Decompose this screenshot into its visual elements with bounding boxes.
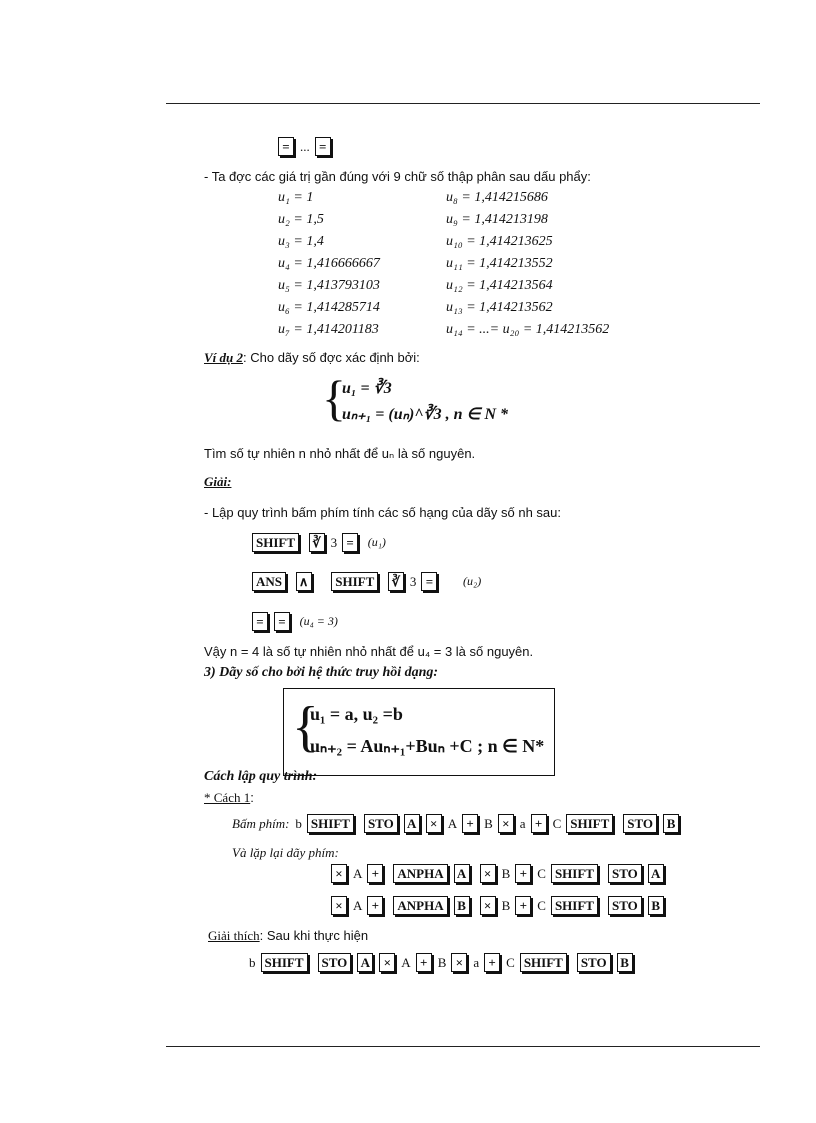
method-title: Cách lập quy trình: bbox=[204, 769, 318, 784]
value-right-2: u₉ = 1,414213198 bbox=[446, 212, 548, 227]
b-key: B bbox=[648, 896, 664, 915]
u2-label: (u₂) bbox=[463, 574, 482, 588]
value-right-6: u₁₃ = 1,414213562 bbox=[446, 300, 553, 315]
value-right-5: u₁₂ = 1,414213564 bbox=[446, 278, 553, 293]
letter-C: C bbox=[506, 954, 515, 970]
recurrence-box bbox=[283, 688, 555, 776]
system1-line1: u₁ = ∛3 bbox=[342, 380, 392, 397]
letter-A: A bbox=[401, 954, 411, 970]
times-key: × bbox=[379, 953, 395, 972]
letter-b: b bbox=[249, 954, 256, 970]
times-key: × bbox=[426, 814, 442, 833]
letter-b: b bbox=[295, 815, 302, 831]
letter-A: A bbox=[353, 897, 363, 913]
sto-key: STO bbox=[577, 953, 611, 972]
equals-key: = bbox=[278, 137, 294, 156]
solution-label: Giải: bbox=[204, 474, 232, 489]
value-left-3: u₃ = 1,4 bbox=[278, 234, 324, 249]
equals-key: = bbox=[274, 612, 290, 631]
sto-key: STO bbox=[318, 953, 352, 972]
system2-line2: uₙ₊₂ = Auₙ₊₁+Buₙ +C ; n ∈ N* bbox=[310, 736, 545, 756]
explain-text: : Sau khi thực hiện bbox=[259, 928, 369, 943]
b-key: B bbox=[663, 814, 679, 833]
footer-rule bbox=[166, 1046, 760, 1047]
shift-key: SHIFT bbox=[331, 572, 378, 591]
keys-row-u1 bbox=[252, 533, 386, 552]
letter-B: B bbox=[437, 954, 447, 970]
find-text: Tìm số tự nhiên n nhỏ nhất để uₙ là số nguyên. bbox=[204, 446, 476, 461]
value-left-6: u₆ = 1,414285714 bbox=[278, 300, 380, 315]
letter-B: B bbox=[501, 897, 511, 913]
sto-key: STO bbox=[608, 864, 642, 883]
value-left-5: u₅ = 1,413793103 bbox=[278, 278, 380, 293]
value-right-1: u₈ = 1,414215686 bbox=[446, 190, 548, 205]
way1-line bbox=[204, 790, 254, 806]
a-key: A bbox=[404, 814, 420, 833]
plus-key: + bbox=[515, 864, 531, 883]
value-left-4: u₄ = 1,416666667 bbox=[278, 256, 380, 271]
digit-three: 3 bbox=[409, 573, 417, 589]
value-left-2: u₂ = 1,5 bbox=[278, 212, 324, 227]
explain-line bbox=[208, 928, 368, 944]
letter-A: A bbox=[353, 865, 363, 881]
letter-a: a bbox=[473, 954, 480, 970]
value-right-3: u₁₀ = 1,414213625 bbox=[446, 234, 553, 249]
keys-row-u4 bbox=[252, 612, 338, 631]
plus-key: + bbox=[515, 896, 531, 915]
system2-line1: u₁ = a, u₂ =b bbox=[310, 704, 403, 724]
sto-key: STO bbox=[623, 814, 657, 833]
conclusion-text: Vậy n = 4 là số tự nhiên nhỏ nhất để u₄ = 3 là số nguyên. bbox=[204, 644, 534, 659]
equals-key: = bbox=[252, 612, 268, 631]
equals-key: = bbox=[315, 137, 331, 156]
cube-root-key: ∛ bbox=[309, 533, 325, 552]
equals-key: = bbox=[342, 533, 358, 552]
sto-key: STO bbox=[608, 896, 642, 915]
times-key: × bbox=[498, 814, 514, 833]
plus-key: + bbox=[367, 896, 383, 915]
press-label: Bấm phím: bbox=[232, 815, 290, 831]
value-left-1: u₁ = 1 bbox=[278, 190, 314, 205]
repeat-row-2 bbox=[331, 896, 670, 915]
letter-B: B bbox=[484, 815, 493, 831]
times-key: × bbox=[480, 864, 496, 883]
power-key: ∧ bbox=[296, 572, 312, 591]
way1-label: * Cách 1 bbox=[204, 790, 251, 805]
shift-key: SHIFT bbox=[551, 896, 598, 915]
system1-brace: { bbox=[322, 370, 346, 426]
repeat-row-1 bbox=[331, 864, 670, 883]
header-rule bbox=[166, 103, 760, 104]
explain-label: Giải thích bbox=[208, 928, 260, 943]
letter-C: C bbox=[537, 865, 546, 881]
value-right-7: u₁₄ = ...= u₂₀ = 1,414213562 bbox=[446, 322, 610, 337]
times-key: × bbox=[331, 896, 347, 915]
letter-A: A bbox=[447, 815, 458, 831]
ans-key: ANS bbox=[252, 572, 286, 591]
sto-key: STO bbox=[364, 814, 398, 833]
plus-key: + bbox=[531, 814, 547, 833]
letter-a: a bbox=[519, 815, 526, 831]
letter-B: B bbox=[501, 865, 511, 881]
a-key: A bbox=[648, 864, 664, 883]
times-key: × bbox=[331, 864, 347, 883]
value-left-7: u₇ = 1,414201183 bbox=[278, 322, 379, 337]
a-key: A bbox=[454, 864, 470, 883]
way1-colon: : bbox=[250, 790, 254, 805]
plus-key: + bbox=[484, 953, 500, 972]
intro-text: - Ta đợc các giá trị gần đúng với 9 chữ số thập phân sau dấu phẩy: bbox=[204, 169, 591, 184]
letter-C: C bbox=[537, 897, 546, 913]
keys-row-u2 bbox=[252, 572, 481, 591]
equals-key-row bbox=[278, 137, 337, 156]
repeat-label: Và lặp lại dãy phím: bbox=[232, 845, 339, 860]
shift-key: SHIFT bbox=[307, 814, 354, 833]
cube-root-key: ∛ bbox=[388, 572, 404, 591]
anpha-key: ANPHA bbox=[393, 864, 447, 883]
plus-key: + bbox=[367, 864, 383, 883]
times-key: × bbox=[451, 953, 467, 972]
plus-key: + bbox=[462, 814, 478, 833]
b-key: B bbox=[617, 953, 633, 972]
final-row bbox=[249, 953, 639, 972]
a-key: A bbox=[357, 953, 373, 972]
digit-three: 3 bbox=[330, 534, 338, 550]
system1-line2: uₙ₊₁ = (uₙ)^∛3 , n ∈ N * bbox=[342, 406, 509, 423]
example2-label: Ví dụ 2 bbox=[204, 350, 244, 365]
u1-label: (u₁) bbox=[367, 535, 386, 549]
shift-key: SHIFT bbox=[520, 953, 567, 972]
shift-key: SHIFT bbox=[252, 533, 299, 552]
example2-line bbox=[204, 350, 420, 366]
shift-key: SHIFT bbox=[551, 864, 598, 883]
section3-title: 3) Dãy số cho bởi hệ thức truy hồi dạng: bbox=[204, 665, 439, 680]
shift-key: SHIFT bbox=[566, 814, 613, 833]
anpha-key: ANPHA bbox=[393, 896, 447, 915]
system2-brace: { bbox=[292, 696, 319, 758]
letter-C: C bbox=[552, 815, 562, 831]
procedure-text: - Lập quy trình bấm phím tính các số hạng của dãy số nh sau: bbox=[204, 505, 561, 520]
u4-label: (u₄ = 3) bbox=[299, 614, 338, 628]
b-key: B bbox=[454, 896, 470, 915]
equals-key: = bbox=[421, 572, 437, 591]
times-key: × bbox=[480, 896, 496, 915]
shift-key: SHIFT bbox=[261, 953, 308, 972]
press-row bbox=[232, 814, 685, 833]
plus-key: + bbox=[416, 953, 432, 972]
example2-text: : Cho dãy số đợc xác định bởi: bbox=[243, 350, 420, 365]
ellipsis: ... bbox=[300, 138, 310, 154]
value-right-4: u₁₁ = 1,414213552 bbox=[446, 256, 553, 271]
